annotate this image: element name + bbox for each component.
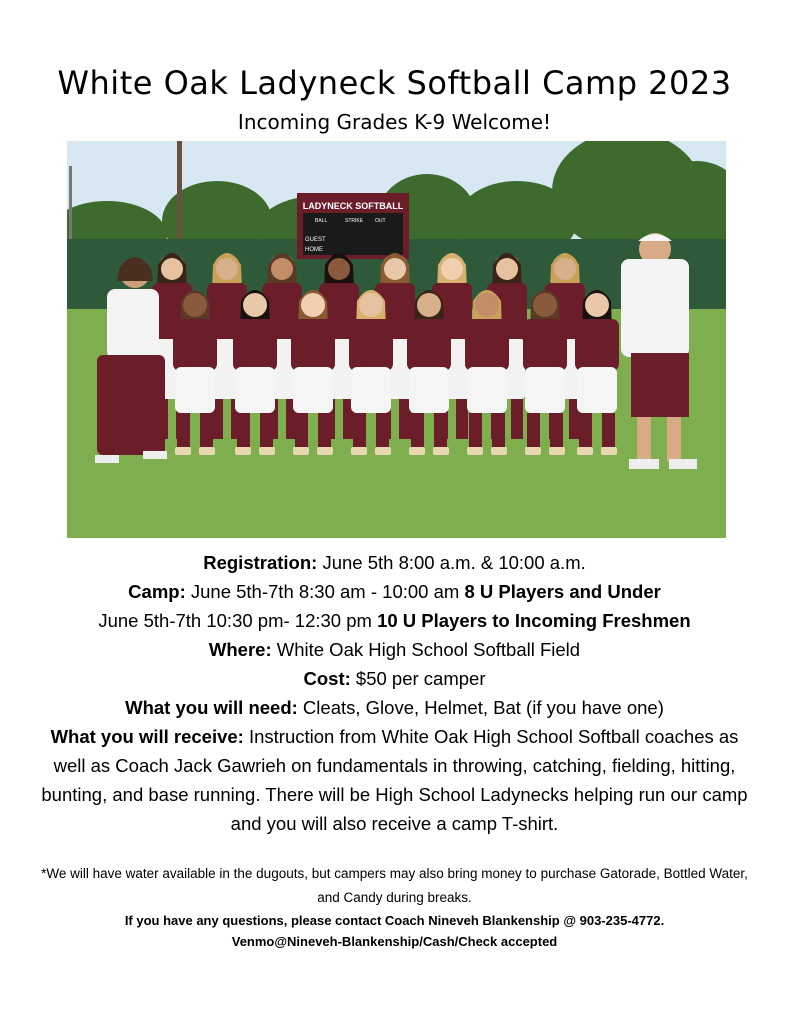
scoreboard-strike: STRIKE bbox=[345, 218, 364, 224]
scoreboard-home: HOME bbox=[305, 247, 323, 253]
need-text: Cleats, Glove, Helmet, Bat (if you have one) bbox=[297, 697, 664, 718]
scoreboard-out: OUT bbox=[375, 218, 386, 224]
water-note: *We will have water available in the dugouts, but campers may also bring money to purchase Gatorade, Bottled Water, and Candy during breaks. bbox=[41, 866, 748, 905]
camp2-text: June 5th-7th 10:30 pm- 12:30 pm bbox=[98, 610, 378, 631]
camp-group1: 8 U Players and Under bbox=[464, 581, 661, 602]
camp-label: Camp: bbox=[128, 581, 186, 602]
contact-line: If you have any questions, please contact Coach Nineveh Blankenship @ 903-235-4772. bbox=[124, 913, 665, 928]
need-line bbox=[40, 693, 749, 722]
where-line bbox=[40, 635, 749, 664]
receive-text: Instruction from White Oak High School Softball coaches as well as Coach Jack Gawrieh on fundamentals in throwing, catching, fielding, hitting, bunting, and base running. There will be High School Ladynecks helping run our camp and you will also receive a camp T-shirt. bbox=[41, 726, 748, 834]
cost-line bbox=[40, 664, 749, 693]
registration-label: Registration: bbox=[203, 552, 318, 573]
page-title: White Oak Ladyneck Softball Camp 2023 bbox=[57, 64, 732, 102]
team-photo bbox=[67, 141, 726, 538]
page-subtitle: Incoming Grades K-9 Welcome! bbox=[237, 110, 552, 134]
where-label: Where: bbox=[208, 639, 272, 660]
receive-label: What you will receive: bbox=[50, 726, 244, 747]
scoreboard bbox=[297, 193, 409, 259]
camp-line bbox=[40, 577, 749, 606]
receive-line bbox=[40, 722, 749, 838]
camp-info bbox=[40, 548, 749, 838]
need-label: What you will need: bbox=[125, 697, 298, 718]
scoreboard-ball: BALL bbox=[315, 218, 328, 224]
camp2-line bbox=[40, 606, 749, 635]
where-text: White Oak High School Softball Field bbox=[271, 639, 581, 660]
contact-info bbox=[40, 910, 749, 952]
scoreboard-title: LADYNECK SOFTBALL bbox=[302, 201, 404, 211]
team-photo-illustration bbox=[67, 141, 726, 538]
registration-line bbox=[40, 548, 749, 577]
cost-label: Cost: bbox=[303, 668, 351, 689]
cost-text: $50 per camper bbox=[350, 668, 486, 689]
payment-line: Venmo@Nineveh-Blankenship/Cash/Check accepted bbox=[231, 934, 558, 949]
registration-text: June 5th 8:00 a.m. & 10:00 a.m. bbox=[317, 552, 586, 573]
camp-group2: 10 U Players to Incoming Freshmen bbox=[377, 610, 691, 631]
camp-text: June 5th-7th 8:30 am - 10:00 am bbox=[185, 581, 465, 602]
scoreboard-guest: GUEST bbox=[305, 237, 326, 243]
